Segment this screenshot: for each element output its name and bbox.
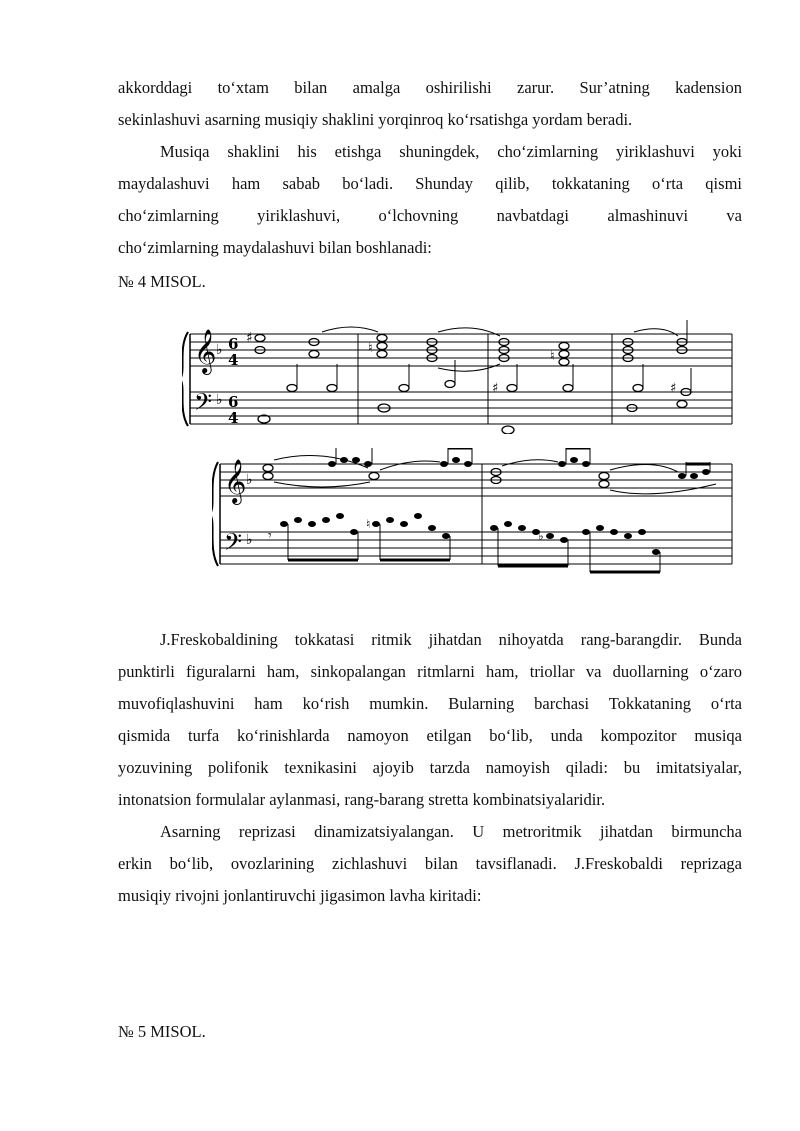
text-line: maydalashuvi ham sabab bo‘ladi. Shunday qilib, tokkataning o‘rta qismi [118,174,742,193]
text-line: muvofiqlashuvini ham ko‘rish mumkin. Bularning barchasi Tokkataning o‘rta [118,694,742,713]
bass-clef-icon: 𝄢 [224,528,243,561]
text-line: punktirli figuralarni ham, sinkopalangan ritmlarni ham, triollar va duollarning o‘zaro [118,662,742,681]
music-score-example-4b [212,448,734,578]
svg-text:♭: ♭ [246,472,253,488]
text-line: Musiqa shaklini his etishga shuningdek, cho‘zimlarning yiriklashuvi yoki [160,142,742,161]
treble-clef-icon: 𝄞 [194,329,217,373]
svg-text:♭: ♭ [216,342,223,358]
text-line: musiqiy rivojni jonlantiruvchi jigasimon lavha kiritadi: [118,886,482,905]
text-line: yozuvining polifonik texnikasini ajoyib tarzda namoyish qiladi: bu imitatsiyalar, [118,758,742,777]
text-line: J.Freskobaldining tokkatasi ritmik jihatdan nihoyatda rang-barangdir. Bunda [160,630,742,649]
svg-text:♮: ♮ [368,341,373,356]
svg-text:4: 4 [228,409,239,427]
example-4-label: № 4 MISOL. [118,272,206,291]
example-5-label: № 5 MISOL. [118,1022,206,1041]
paragraph-2 [118,136,742,264]
text-line: sekinlashuvi asarning musiqiy shaklini yorqinroq ko‘rsatishga yordam beradi. [118,110,633,129]
paragraph-1 [118,72,742,136]
paragraph-4 [118,816,742,912]
bass-clef-icon: 𝄢 [194,388,213,421]
text-line: Asarning reprizasi dinamizatsiyalangan. U metroritmik jihatdan birmuncha [160,822,742,841]
treble-clef-icon: 𝄞 [224,459,247,503]
text-line: intonatsion formulalar aylanmasi, rang-barang stretta kombinatsiyalaridir. [118,790,606,809]
music-score-example-4a [182,318,734,434]
text-line: qismida turfa ko‘rinishlarda namoyon etilgan bo‘lib, unda kompozitor musiqa [118,726,742,745]
text-line: cho‘zimlarning maydalashuvi bilan boshlanadi: [118,238,432,257]
text-line: cho‘zimlarning yiriklashuvi, o‘lchovning navbatdagi almashinuvi va [118,206,742,225]
svg-text:6: 6 [228,393,239,411]
svg-text:♯: ♯ [492,381,499,396]
svg-text:6: 6 [228,335,239,353]
svg-text:♮: ♮ [550,349,555,364]
svg-text:♭: ♭ [538,529,544,543]
svg-text:♭: ♭ [246,532,253,548]
text-line: akkorddagi to‘xtam bilan amalga oshirilishi zarur. Sur’atning kadension [118,78,742,97]
svg-text:♯: ♯ [670,381,677,396]
svg-text:4: 4 [228,351,239,369]
svg-text:♯: ♯ [246,330,253,346]
svg-text:𝄾: 𝄾 [268,528,272,544]
text-line: erkin bo‘lib, ovozlarining zichlashuvi bilan tavsiflanadi. J.Freskobaldi reprizaga [118,854,742,873]
svg-text:♭: ♭ [216,392,223,408]
svg-text:♮: ♮ [366,517,371,531]
paragraph-3 [118,624,742,816]
